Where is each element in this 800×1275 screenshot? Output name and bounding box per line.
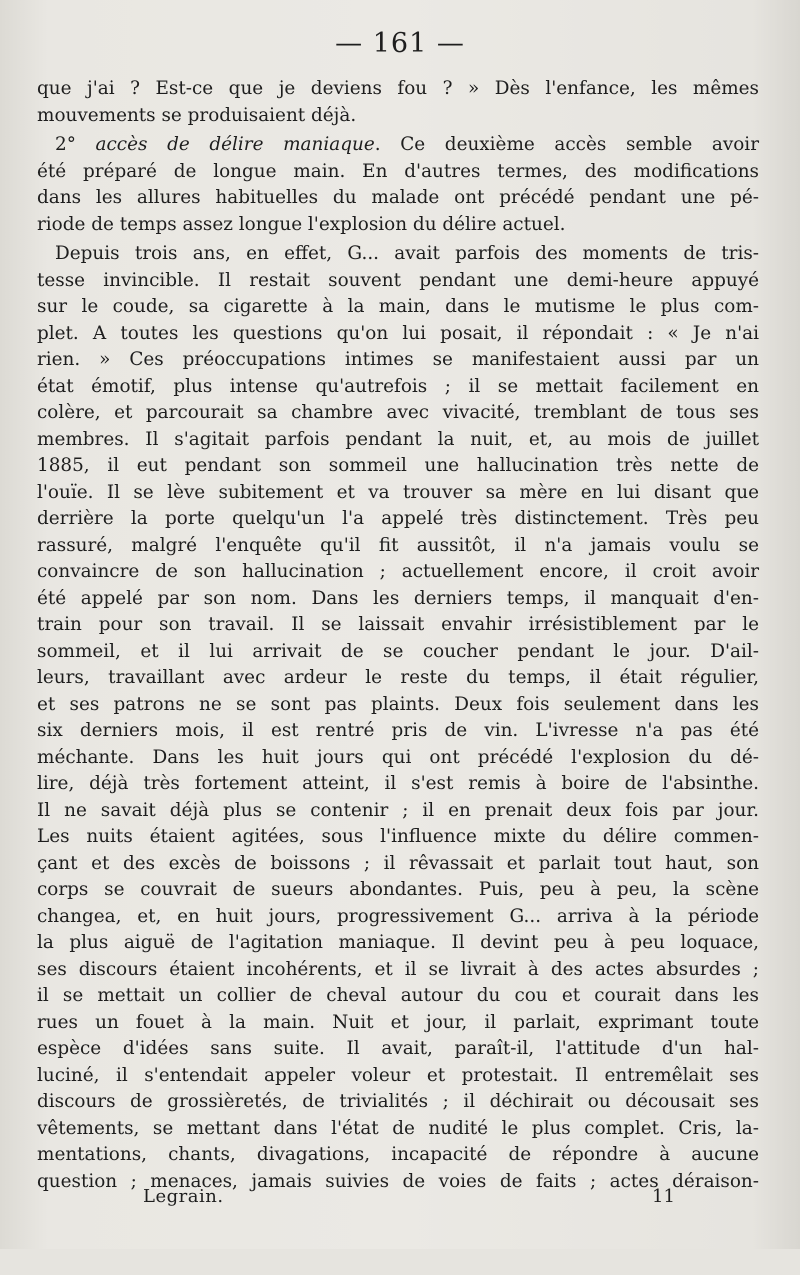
text-line: rassuré, malgré l'enquête qu'il fit aussitôt, il n'a jamais voulu se	[37, 534, 759, 556]
text-line: espèce d'idées sans suite. Il avait, paraît-il, l'attitude d'un hal-	[37, 1038, 759, 1059]
text-line: ses discours étaient incohérents, et il se livrait à des actes absurdes ;	[37, 958, 759, 980]
page-number: — 161 —	[335, 28, 465, 59]
text-line: riode de temps assez longue l'explosion du délire actuel.	[37, 213, 566, 235]
text-line: çant et des excès de boissons ; il rêvassait et parlait tout haut, son	[37, 852, 759, 874]
text-line: la plus aiguë de l'agitation maniaque. Il devint peu à peu loquace,	[37, 932, 759, 953]
text-line: sur le coude, sa cigarette à la main, dans le mutisme le plus com-	[37, 296, 759, 317]
text-line: et ses patrons ne se sont pas plaints. Deux fois seulement dans les	[37, 693, 759, 715]
text-line: corps se couvrait de sueurs abondantes. Puis, peu à peu, la scène	[37, 879, 759, 900]
text-line: question ; menaces, jamais suivies de voies de faits ; actes déraison-	[37, 1170, 759, 1192]
section-subheading: accès de délire maniaque	[95, 134, 375, 155]
text-line	[37, 1222, 759, 1249]
sheet-number: 11	[652, 1186, 675, 1207]
text-line: mouvements se produisaient déjà.	[37, 104, 357, 126]
text-line: Il ne savait déjà plus se contenir ; il en prenait deux fois par jour.	[37, 799, 759, 821]
text-line: rien. » Ces préoccupations intimes se manifestaient aussi par un	[37, 349, 759, 370]
text-line: train pour son travail. Il se laissait envahir irrésistiblement par le	[37, 614, 759, 635]
text-line: il se mettait un collier de cheval autour du cou et courait dans les	[37, 985, 759, 1006]
text-line: six derniers mois, il est rentré pris de vin. L'ivresse n'a pas été	[37, 720, 759, 741]
text-line: leurs, travaillant avec ardeur le reste du temps, il était régulier,	[37, 667, 759, 688]
text-line: méchante. Dans les huit jours qui ont précédé l'explosion du dé-	[37, 746, 759, 768]
text-line: Les nuits étaient agitées, sous l'influence mixte du délire commen-	[37, 826, 759, 847]
text-line: rues un fouet à la main. Nuit et jour, il parlait, exprimant toute	[37, 1011, 759, 1033]
text-line: vêtements, se mettant dans l'état de nudité le plus complet. Cris, la-	[37, 1117, 759, 1139]
text-line: l'ouïe. Il se lève subitement et va trouver sa mère en lui disant que	[37, 481, 759, 503]
text-line: été préparé de longue main. En d'autres termes, des modifications	[37, 160, 759, 182]
printer-signature-mark: Legrain.	[143, 1186, 224, 1207]
text-line: derrière la porte quelqu'un l'a appelé très distinctement. Très peu	[37, 508, 759, 529]
page-footer	[0, 1186, 800, 1216]
text-line: sommeil, et il lui arrivait de se coucher pendant le jour. D'ail-	[37, 640, 759, 662]
text-line: que j'ai ? Est-ce que je deviens fou ? » Dès l'enfance, les mêmes	[37, 78, 759, 99]
text-line: membres. Il s'agitait parfois pendant la nuit, et, au mois de juillet	[37, 428, 759, 450]
text-line: convaincre de son hallucination ; actuellement encore, il croit avoir	[37, 561, 759, 582]
text-line: état émotif, plus intense qu'autrefois ; il se mettait facilement en	[37, 375, 759, 397]
text-line: tesse invincible. Il restait souvent pendant une demi-heure appuyé	[37, 269, 759, 291]
text-line: Depuis trois ans, en effet, G... avait parfois des moments de tris-	[55, 243, 759, 264]
text-line: luciné, il s'entendait appeler voleur et protestait. Il entremêlait ses	[37, 1064, 759, 1086]
text-line: discours de grossièretés, de trivialités ; il déchirait ou décousait ses	[37, 1091, 759, 1112]
text-line: mentations, chants, divagations, incapacité de répondre à aucune	[37, 1144, 759, 1165]
text-line: 2° accès de délire maniaque. Ce deuxième accès semble avoir	[55, 134, 759, 155]
text-line: été appelé par son nom. Dans les derniers temps, il manquait d'en-	[37, 587, 759, 609]
text-line	[37, 1248, 759, 1275]
text-line: changea, et, en huit jours, progressivement G... arriva à la période	[37, 905, 759, 927]
text-line: dans les allures habituelles du malade ont précédé pendant une pé-	[37, 187, 759, 208]
text-line: plet. A toutes les questions qu'on lui posait, il répondait : « Je n'ai	[37, 322, 759, 344]
page-body	[37, 76, 759, 1275]
text-line: colère, et parcourait sa chambre avec vivacité, tremblant de tous ses	[37, 402, 759, 423]
text-line: lire, déjà très fortement atteint, il s'est remis à boire de l'absinthe.	[37, 773, 759, 794]
text-line: 1885, il eut pendant son sommeil une hallucination très nette de	[37, 455, 759, 476]
